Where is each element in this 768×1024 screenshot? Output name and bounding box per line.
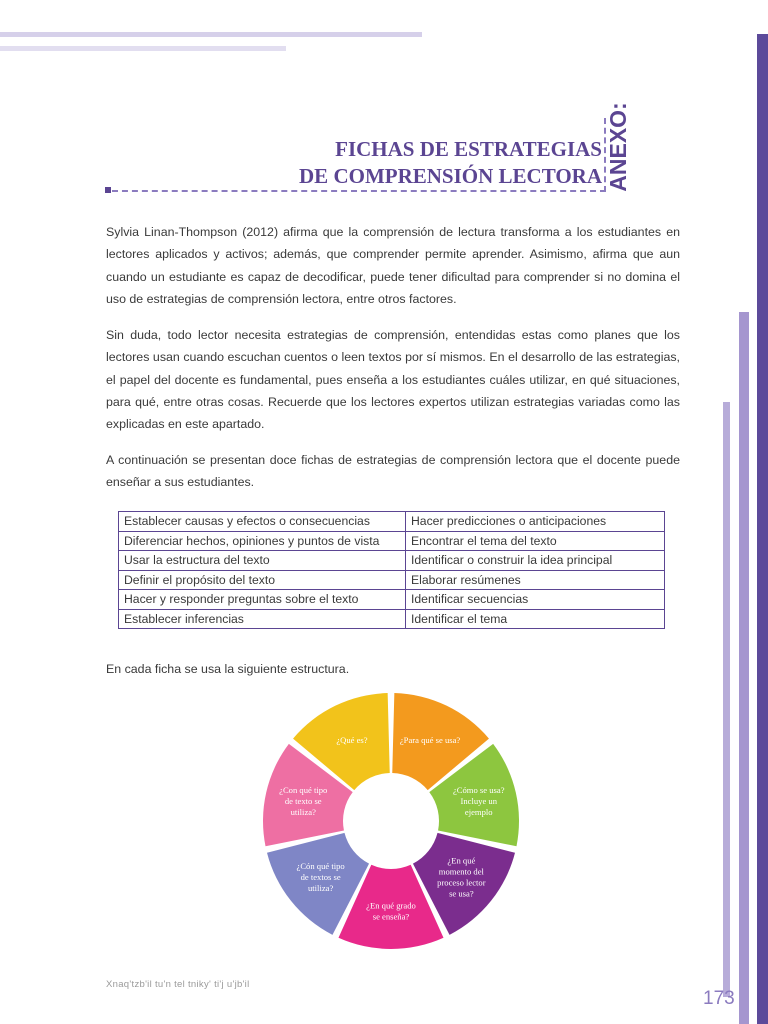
table-cell: Establecer inferencias [119, 609, 406, 629]
page-number: 173 [703, 988, 735, 1009]
table-row [119, 551, 665, 571]
top-decor-bar-1 [0, 32, 422, 37]
right-decor-bar-mid [739, 312, 749, 1024]
wheel-segment-label: ¿Con qué tipo de texto se utiliza? [279, 784, 328, 817]
page-title-line1: FICHAS DE ESTRATEGIAS [335, 137, 602, 161]
table-row [119, 570, 665, 590]
table-cell: Diferenciar hechos, opiniones y puntos de vista [119, 531, 406, 551]
table-cell: Definir el propósito del texto [119, 570, 406, 590]
strategies-table [118, 511, 665, 629]
vertical-dashed-divider [604, 118, 606, 192]
footer-text: Xnaq'tzb'il tu'n tel tniky' ti'j u'jb'il [106, 979, 250, 990]
table-cell: Encontrar el tema del texto [406, 531, 665, 551]
page-title [299, 136, 602, 190]
wheel-center [345, 775, 437, 867]
top-decor-bar-2 [0, 46, 286, 51]
wheel-segment-label: ¿En qué grado se enseña? [366, 900, 416, 922]
table-cell: Hacer predicciones o anticipaciones [406, 512, 665, 532]
table-cell: Identificar el tema [406, 609, 665, 629]
wheel-segment-label: ¿Para qué se usa? [399, 734, 461, 745]
table-cell: Hacer y responder preguntas sobre el texto [119, 590, 406, 610]
page-title-line2: DE COMPRENSIÓN LECTORA [299, 164, 602, 188]
right-decor-bar-dark [757, 34, 768, 1024]
table-row [119, 609, 665, 629]
paragraph-fichas: A continuación se presentan doce fichas de estrategias de comprensión lectora que el docente puede enseñar a sus estudiantes. [106, 453, 680, 490]
table-cell: Elaborar resúmenes [406, 570, 665, 590]
structure-wheel [255, 687, 527, 955]
table-cell: Identificar secuencias [406, 590, 665, 610]
wheel-segment-label: ¿Cómo se usa? Incluye un ejemplo [452, 784, 505, 817]
wheel-segment-label: ¿En qué momento del proceso lector se usa? [437, 855, 486, 899]
divider-square-marker [105, 187, 111, 193]
horizontal-dashed-divider [112, 190, 606, 192]
wheel-segment-label: ¿Cón qué tipo de textos se utiliza? [296, 861, 345, 894]
table-cell: Usar la estructura del texto [119, 551, 406, 571]
right-decor-bar-light [723, 402, 730, 997]
paragraph-structure: En cada ficha se usa la siguiente estructura. [106, 662, 350, 676]
paragraph-strategies: Sin duda, todo lector necesita estrategias de comprensión, entendidas estas como planes que los lectores usan cuando escuchan cuentos o leen textos por sí mismos. En el desarrollo de las estrategias, el papel del docente es fundamental, pues enseña a los estudiantes cuáles utilizar, en qué situaciones, para qué, entre otras cosas. Recuerde que los lectores expertos utilizan estrategias variadas como las explicadas en este apartado. [106, 328, 680, 432]
wheel-segment-label: ¿Qué es? [336, 734, 368, 745]
anexo-label: ANEXO: [605, 102, 631, 192]
table-cell: Establecer causas y efectos o consecuencias [119, 512, 406, 532]
table-cell: Identificar o construir la idea principal [406, 551, 665, 571]
paragraph-intro: Sylvia Linan-Thompson (2012) afirma que la comprensión de lectura transforma a los estudiantes en lectores aplicados y activos; además, que comprender permite aprender. Asimismo, afirma que aun cuando un estudiante es capaz de decodificar, puede tener dificultad para comprender si no domina el uso de estrategias de comprensión lectora, entre otros factores. [106, 225, 680, 306]
table-row [119, 531, 665, 551]
table-row [119, 590, 665, 610]
table-row [119, 512, 665, 532]
